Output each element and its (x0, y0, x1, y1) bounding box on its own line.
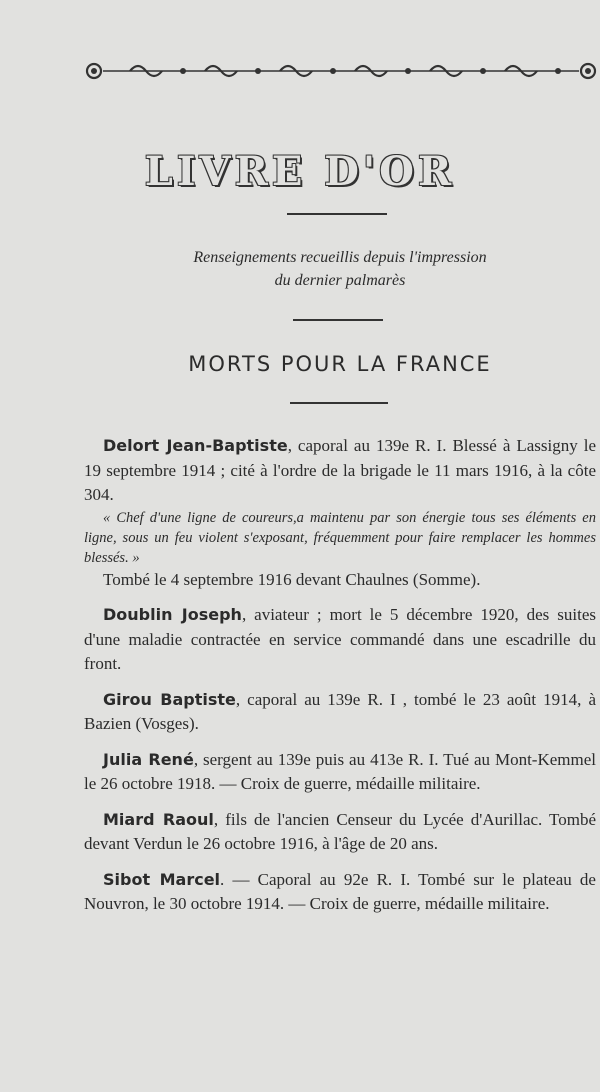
entry-paragraph (84, 688, 596, 737)
entry-text: , caporal au 139e R. I , tombé le 23 août 1914, à Bazien (Vosges). (84, 689, 597, 733)
entry-paragraph (84, 748, 596, 797)
subtitle-line: Renseignements recueillis depuis l'impression (193, 249, 487, 266)
entry-paragraph (84, 808, 596, 857)
list-item (84, 808, 596, 857)
person-name: Girou Baptiste (103, 689, 236, 709)
section-heading: MORTS POUR LA FRANCE (188, 352, 492, 376)
list-item (84, 688, 596, 737)
divider (287, 213, 387, 215)
list-item (84, 603, 596, 677)
person-name: Delort Jean-Baptiste (103, 436, 288, 455)
list-item (84, 748, 596, 797)
divider (290, 402, 388, 404)
entries-list (84, 434, 596, 928)
list-item (84, 868, 596, 917)
entry-paragraph (84, 603, 596, 677)
list-item (84, 434, 596, 592)
subtitle-line: du dernier palmarès (274, 272, 406, 289)
entry-text: , sergent au 139e puis au 413e R. I. Tué au Mont-Kemmel le 26 octobre 1918. — Croix de guerre, médaille militaire. (84, 749, 597, 793)
person-name: Julia René (103, 749, 194, 769)
page-title: LIVRE D'OR (144, 148, 456, 195)
entry-text: , aviateur ; mort le 5 décembre 1920, des suites d'une maladie contractée en service commandé dans une escadrille du front. (84, 605, 596, 673)
citation-text: « Chef d'une ligne de coureurs,a maintenu par son énergie tous ses éléments en ligne, sous un feu violent s'exposant, fréquemment pour faire remplacer les hommes blessés. » (84, 509, 596, 566)
entry-paragraph (84, 868, 596, 917)
entry-text: , caporal au 139e R. I. Blessé à Lassigny le 19 septembre 1914 ; cité à l'ordre de la brigade le 11 mars 1916, à la côte 304. (84, 436, 596, 504)
person-name: Doublin Joseph (103, 605, 242, 624)
ornamental-border-icon (85, 58, 597, 84)
entry-text: . — Caporal au 92e R. I. Tombé sur le plateau de Nouvron, le 30 octobre 1914. — Croix de guerre, médaille militaire. (84, 869, 596, 913)
death-note: Tombé le 4 septembre 1916 devant Chaulnes (Somme). (103, 569, 481, 589)
entry-text: , fils de l'ancien Censeur du Lycée d'Aurillac. Tombé devant Verdun le 26 octobre 1916, à l'âge de 20 ans. (84, 809, 597, 853)
person-name: Miard Raoul (103, 809, 214, 829)
person-name: Sibot Marcel (103, 869, 221, 889)
entry-paragraph (84, 434, 596, 508)
divider (293, 319, 383, 321)
subtitle (120, 246, 560, 292)
